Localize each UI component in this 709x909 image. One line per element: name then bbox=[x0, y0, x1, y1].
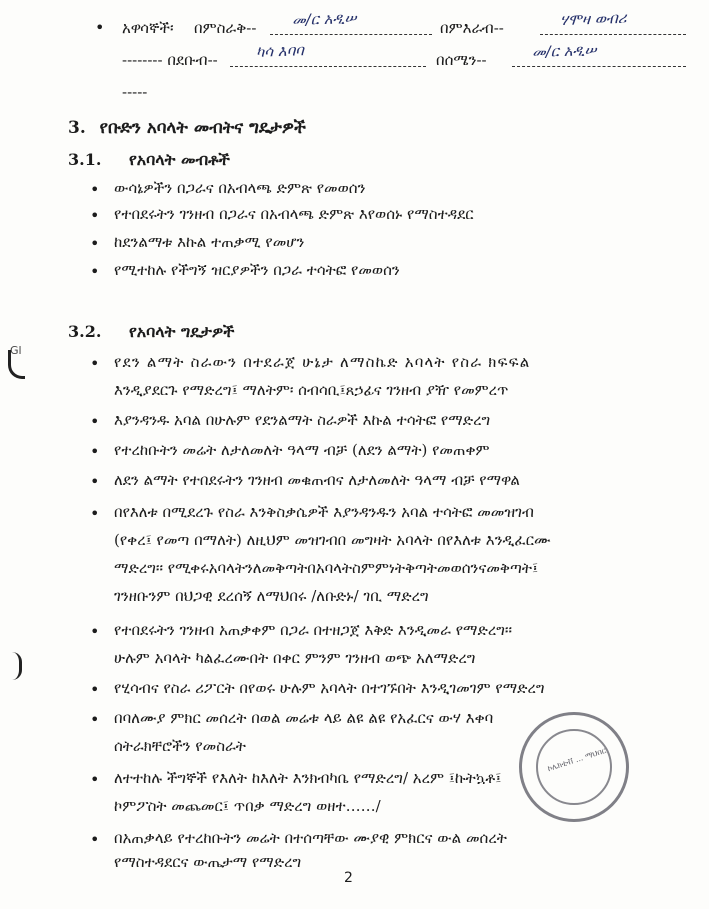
south-label: -------- በደቡብ-- bbox=[122, 51, 218, 69]
north-value: መ/ር አዲሠ bbox=[531, 40, 597, 62]
obligation-line: የሂሳብና የስራ ሪፖርት በየወሩ ሁሉም አባላት በተገኙበት እንዲገመገም የማድረግ bbox=[114, 679, 545, 697]
bullet: • bbox=[90, 830, 100, 849]
obligation-line: ኮምፖስት መጨመር፤ ጥበቃ ማድረግ ወዘተ……/ bbox=[114, 797, 381, 815]
bullet: • bbox=[90, 442, 100, 461]
north-label: በሰሜን-- bbox=[436, 51, 487, 69]
obligation-line: ለደን ልማት የተበደሩትን ገንዘብ መቁጠብና ለታለመለት ዓላማ ብቻ የማዋል bbox=[114, 471, 520, 489]
right-item: የሚተከሉ የችግኝ ዝርያዎችን በጋራ ተሳትፎ የመወሰን bbox=[114, 261, 400, 279]
bullet: • bbox=[90, 504, 100, 523]
section-3-1-number: 3.1. bbox=[68, 150, 102, 169]
section-3-title: የቡድን አባላት መብትና ግዴታዎች bbox=[99, 118, 306, 138]
official-stamp bbox=[519, 712, 629, 822]
bullet: • bbox=[90, 710, 100, 729]
obligation-line: ለተተከሉ ችግኞች የእለት ከእለት እንክብካቤ የማድረግ/ አረም ፤ኩትኳቶ፤ bbox=[114, 769, 502, 787]
west-underline bbox=[540, 34, 686, 35]
right-item: ውሳኔዎችን በጋራና በአብላጫ ድምጽ የመወሰን bbox=[114, 179, 366, 197]
right-item: የተበደሩትን ገንዘብ በጋራና በአብላጫ ድምጽ እየወሰኑ የማስተዳደር bbox=[114, 205, 474, 223]
obligation-line: እንዲያደርጉ የማድረግ፤ ማለትም፡ ሰብሳቢ፤ጸኃፊና ገንዘብ ያዥ የመምረጥ bbox=[114, 381, 509, 399]
bullet: • bbox=[90, 412, 100, 431]
section-3-1-title: የአባላት መብቶች bbox=[128, 150, 230, 169]
trailing-dashes: ----- bbox=[122, 83, 148, 101]
section-3-2-title: የአባላት ግዴታዎች bbox=[128, 322, 235, 341]
bullet: • bbox=[90, 206, 100, 225]
bullet: • bbox=[95, 18, 105, 37]
page-number: 2 bbox=[344, 870, 353, 886]
punch-hole-mark bbox=[9, 652, 22, 680]
stamp-text: ኮሌክቲቭ ... ማህበር bbox=[546, 745, 608, 774]
obligation-line: የተበደሩትን ገንዘብ አጠቃቀም በጋራ በተዘጋጀ እቅድ እንዲመራ የማድረግ፡፡ bbox=[114, 621, 512, 639]
participants-label: አዋሳኞች፡ bbox=[122, 19, 174, 37]
section-3-heading bbox=[68, 118, 306, 138]
south-value: ካሳ እባባ bbox=[255, 41, 305, 61]
obligation-line: በአጠቃላይ የተረከቡትን መሬት በተሰጣቸው ሙያዊ ምክርና ውል መሰረት bbox=[114, 829, 507, 847]
section-3-2-number: 3.2. bbox=[68, 322, 102, 341]
east-label: በምስራቅ-- bbox=[194, 19, 257, 37]
obligation-line: በባለሙያ ምክር መሰረት በወል መሬቱ ላይ ልዩ ልዩ የአፈርና ውሃ እቀባ bbox=[114, 709, 494, 727]
right-item: ከደንልማቱ እኩል ተጠቃሚ የመሆን bbox=[114, 233, 305, 251]
east-value: መ/ር አዲሠ bbox=[291, 8, 357, 30]
east-underline bbox=[270, 34, 432, 35]
obligation-line: እያንዳንዱ አባል በሁሉም የደንልማት ስራዎች እኩል ተሳትፎ የማድረግ bbox=[114, 411, 491, 429]
bullet: • bbox=[90, 354, 100, 373]
bullet: • bbox=[90, 234, 100, 253]
west-value: ሃሞዛ ወብሪ bbox=[559, 8, 627, 30]
obligation-line: የደን ልማት ስራውን በተደራጀ ሁኔታ ለማስኬድ አባላት የስራ ክፍፍል bbox=[114, 353, 531, 371]
obligation-line: ሁሉም አባላት ካልፈረሙበት በቀር ምንም ገንዘብ ወጭ አለማድረግ bbox=[114, 649, 476, 667]
bullet: • bbox=[90, 472, 100, 491]
obligation-line: ሰትራክቸሮችን የመስራት bbox=[114, 737, 246, 755]
section-3-2-heading bbox=[68, 322, 235, 342]
west-label: በምእራብ-- bbox=[440, 19, 504, 37]
bullet: • bbox=[90, 262, 100, 281]
bullet: • bbox=[90, 680, 100, 699]
punch-hole-mark bbox=[8, 350, 25, 379]
bullet: • bbox=[90, 770, 100, 789]
obligation-line: ገንዘቡንም በህጋዊ ደረሰኝ ለማህበሩ /ለቡድኑ/ ገቢ ማድረግ bbox=[114, 587, 429, 605]
section-3-number: 3. bbox=[68, 118, 86, 138]
section-3-1-heading bbox=[68, 150, 230, 170]
obligation-line: (የቀረ፤ የመጣ በማለት) ለዚህም መዝገብበ መግዛት አባላት በየእለቱ እንዲፈርሙ bbox=[114, 531, 551, 549]
obligation-line: በየእለቱ በሚደረጉ የስራ እንቅስቃሴዎች እያንዳንዱን አባል ተሳትፎ መመዝገብ bbox=[114, 503, 534, 521]
margin-mark: Gl bbox=[10, 344, 22, 357]
obligation-line: የማስተዳደርና ውጤታማ የማድረግ bbox=[114, 853, 302, 871]
bullet: • bbox=[90, 622, 100, 641]
north-underline bbox=[512, 66, 686, 67]
obligation-line: የተረከቡትን መሬት ለታለመለት ዓላማ ብቻ (ለደን ልማት) የመጠቀም bbox=[114, 441, 490, 459]
bullet: • bbox=[90, 180, 100, 199]
south-underline bbox=[230, 66, 426, 67]
obligation-line: ማድረግ፡፡ የሚቀሩአባላትንለመቅጣትበአባላትስምምነትቅጣትመወሰንናመቅጣት፤ bbox=[114, 559, 539, 577]
